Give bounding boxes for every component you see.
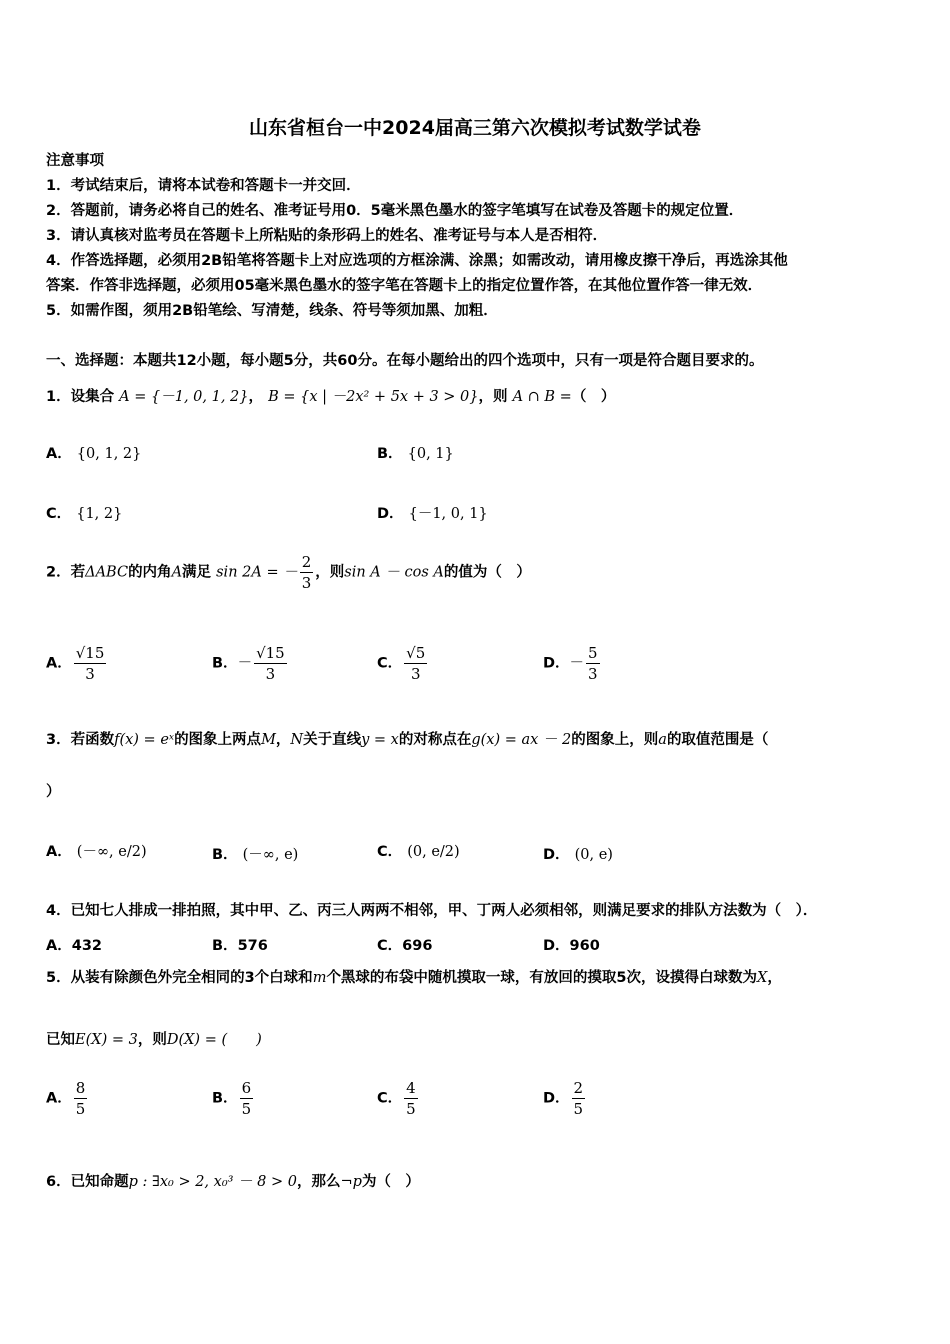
q2-then: ，则: [315, 564, 345, 581]
q2-text: 满足: [182, 564, 212, 581]
q2-angle: A: [171, 564, 183, 581]
question-3: 3．若函数f(x) = eˣ的图象上两点M，N关于直线y = x的对称点在g(x) = ax － 2的图象上，则a的取值范围是（: [46, 732, 769, 748]
q2-lhs: sin 2A = －: [216, 564, 298, 581]
notice-item: 4．作答选择题，必须用2B铅笔将答题卡上对应选项的方框涂满、涂黑；如需改动，请用橡皮擦干净后，再选涂其他: [46, 253, 788, 269]
notice-item: 2．答题前，请务必将自己的姓名、准考证号用0．5毫米黑色墨水的签字笔填写在试卷及答题卡的规定位置．: [46, 203, 744, 219]
question-5: 5．从装有除颜色外完全相同的3个白球和m个黑球的布袋中随机摸取一球，有放回的摸取5次，设摸得白球数为X，: [46, 970, 782, 986]
q4-option-d[interactable]: D．960: [543, 938, 600, 954]
page-title: 山东省桓台一中2024届高三第六次模拟考试数学试卷: [249, 117, 701, 139]
q5-option-a[interactable]: A． $\frac{8}{5}$: [46, 1079, 86, 1118]
q5-option-c[interactable]: C． $\frac{4}{5}$: [377, 1079, 416, 1118]
notice-item: 1．考试结束后，请将本试卷和答题卡一并交回．: [46, 178, 361, 194]
q2-option-b[interactable]: B．－ $\frac{√15}{3}$: [212, 644, 285, 683]
question-5-cont: 已知E(X) = 3，则D(X) = ( ): [46, 1032, 262, 1048]
q5-option-b[interactable]: B． $\frac{6}{5}$: [212, 1079, 252, 1118]
q3-option-b[interactable]: B． (－∞, e): [212, 847, 299, 863]
notice-item: 5．如需作图，须用2B铅笔绘、写清楚，线条、符号等须加黑、加粗．: [46, 303, 498, 319]
notice-item: 答案．作答非选择题，必须用05毫米黑色墨水的签字笔在答题卡上的指定位置作答，在其他位置作答一律无效．: [46, 278, 763, 294]
q1-option-c[interactable]: C． {1, 2}: [46, 506, 123, 522]
q3-close-paren: ）: [46, 784, 61, 800]
question-1: [46, 387, 615, 407]
q4-option-b[interactable]: B．576: [212, 938, 268, 954]
q3-option-a[interactable]: A． (－∞, e/2): [46, 844, 147, 860]
q1-num: 1．设集合: [46, 389, 115, 405]
question-2: [46, 552, 531, 593]
q5-option-d[interactable]: D． $\frac{2}{5}$: [543, 1079, 584, 1118]
q1-comma: ，: [248, 389, 264, 405]
question-4: 4．已知七人排成一排拍照，其中甲、乙、丙三人两两不相邻，甲、丁两人必须相邻，则满足要求的排队方法数为（ ）．: [46, 903, 818, 919]
q4-option-c[interactable]: C．696: [377, 938, 433, 954]
q2-num: 2．若: [46, 564, 86, 581]
q2-option-a[interactable]: A． $\frac{√15}{3}$: [46, 644, 105, 683]
notice-item: 3．请认真核对监考员在答题卡上所粘贴的条形码上的姓名、准考证号与本人是否相符．: [46, 228, 608, 244]
q1-set-b: B = {x | －2x² + 5x + 3 > 0}: [268, 389, 479, 405]
q2-expr: sin A － cos A: [344, 564, 444, 581]
q2-fraction: $\frac{2}{3}$: [301, 553, 312, 592]
q1-option-b[interactable]: B． {0, 1}: [377, 446, 454, 462]
section-heading: 一、选择题：本题共12小题，每小题5分，共60分。在每小题给出的四个选项中，只有一项是符合题目要求的。: [46, 353, 764, 369]
q1-paren: （ ）: [571, 389, 616, 405]
notice-heading: 注意事项: [46, 153, 104, 169]
q2-tail: 的值为（ ）: [443, 564, 531, 581]
q3-f: f(x) = eˣ: [114, 732, 175, 748]
q1-option-a[interactable]: A． {0, 1, 2}: [46, 446, 142, 462]
q2-option-d[interactable]: D．－ $\frac{5}{3}$: [543, 644, 598, 683]
q4-option-a[interactable]: A．432: [46, 938, 103, 954]
q1-expr: A ∩ B =: [512, 389, 572, 405]
q3-option-d[interactable]: D． (0, e): [543, 847, 613, 863]
q1-option-d[interactable]: D． {－1, 0, 1}: [377, 506, 488, 522]
q1-set-a: A = {－1, 0, 1, 2}: [119, 389, 249, 405]
q3-option-c[interactable]: C． (0, e/2): [377, 844, 460, 860]
q1-then: ，则: [478, 389, 508, 405]
question-6: 6．已知命题p : ∃x₀ > 2, x₀³ － 8 > 0，那么¬p为（ ）: [46, 1174, 420, 1190]
q3-g: g(x) = ax － 2: [471, 732, 572, 748]
q2-triangle: ΔABC: [85, 564, 129, 581]
q2-option-c[interactable]: C． $\frac{√5}{3}$: [377, 644, 426, 683]
q2-text: 的内角: [128, 564, 172, 581]
